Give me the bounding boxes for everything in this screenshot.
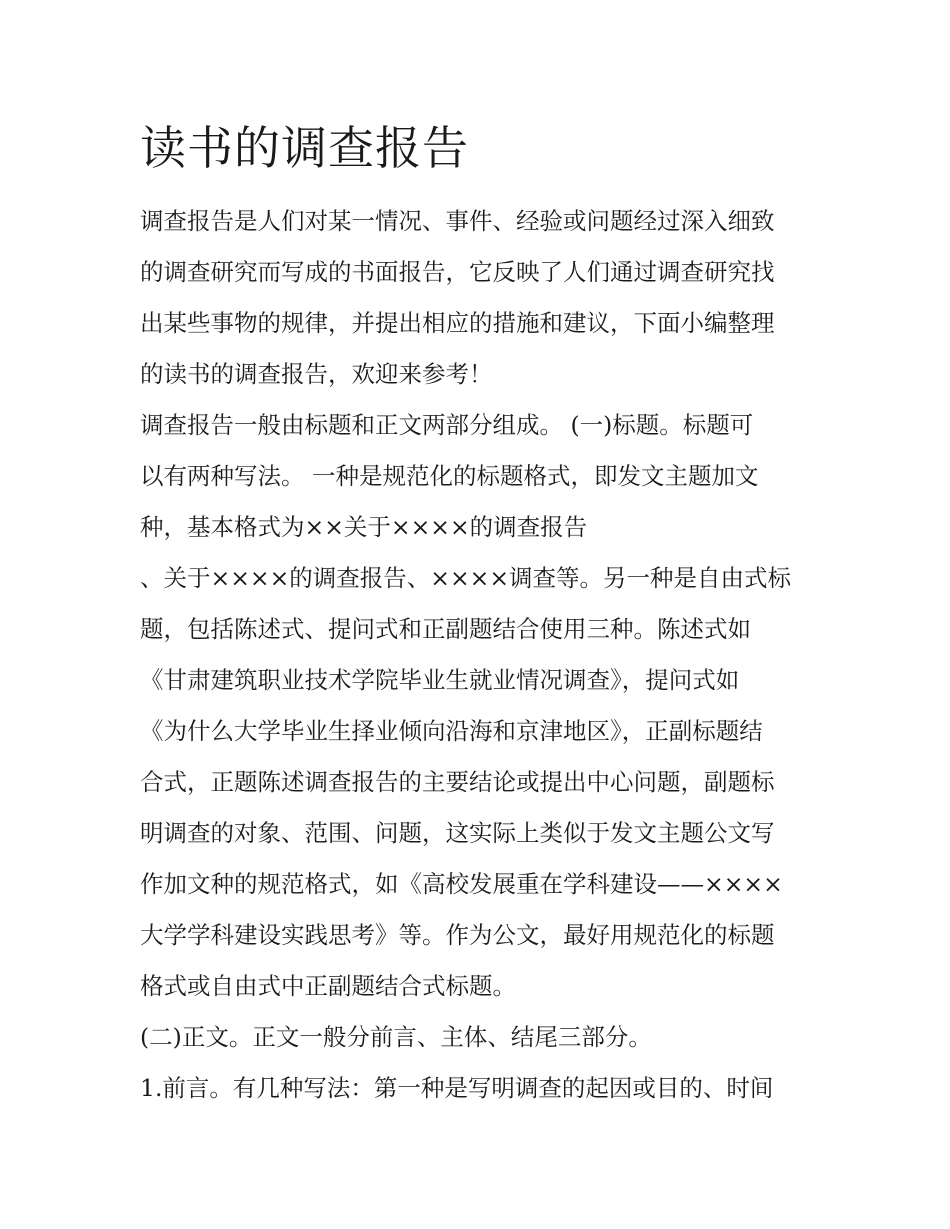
body-line: 明调查的对象、范围、问题，这实际上类似于发文主题公文写 bbox=[140, 819, 775, 847]
body-line: 1.前言。有几种写法：第一种是写明调查的起因或目的、时间 bbox=[140, 1074, 774, 1102]
body-line: 以有两种写法。 一种是规范化的标题格式，即发文主题加文 bbox=[140, 462, 759, 490]
body-line: 题，包括陈述式、提问式和正副题结合使用三种。陈述式如 bbox=[140, 615, 751, 643]
body-line: 、关于××××的调查报告、××××调查等。另一种是自由式标 bbox=[140, 564, 792, 592]
body-line: 调查报告一般由标题和正文两部分组成。 (一)标题。标题可 bbox=[140, 411, 754, 439]
body-line: 《为什么大学毕业生择业倾向沿海和京津地区》，正副标题结 bbox=[140, 717, 763, 745]
body-line: 大学学科建设实践思考》等。作为公文，最好用规范化的标题 bbox=[140, 921, 775, 949]
document-body bbox=[140, 196, 820, 1114]
body-line: 《甘肃建筑职业技术学院毕业生就业情况调查》，提问式如 bbox=[140, 666, 740, 694]
document-title: 读书的调查报告 bbox=[140, 121, 469, 175]
body-line: 出某些事物的规律，并提出相应的措施和建议，下面小编整理 bbox=[140, 309, 775, 337]
body-line: 的读书的调查报告，欢迎来参考！ bbox=[140, 360, 493, 388]
body-line: 合式，正题陈述调查报告的主要结论或提出中心问题，副题标 bbox=[140, 768, 775, 796]
body-line: 格式或自由式中正副题结合式标题。 bbox=[140, 972, 516, 1000]
body-line: (二)正文。正文一般分前言、主体、结尾三部分。 bbox=[140, 1023, 652, 1051]
body-line: 作加文种的规范格式，如《高校发展重在学科建设——×××× bbox=[140, 870, 783, 898]
body-line: 种，基本格式为××关于××××的调查报告 bbox=[140, 513, 588, 541]
body-line: 的调查研究而写成的书面报告，它反映了人们通过调查研究找 bbox=[140, 258, 775, 286]
body-line: 调查报告是人们对某一情况、事件、经验或问题经过深入细致 bbox=[140, 207, 775, 235]
